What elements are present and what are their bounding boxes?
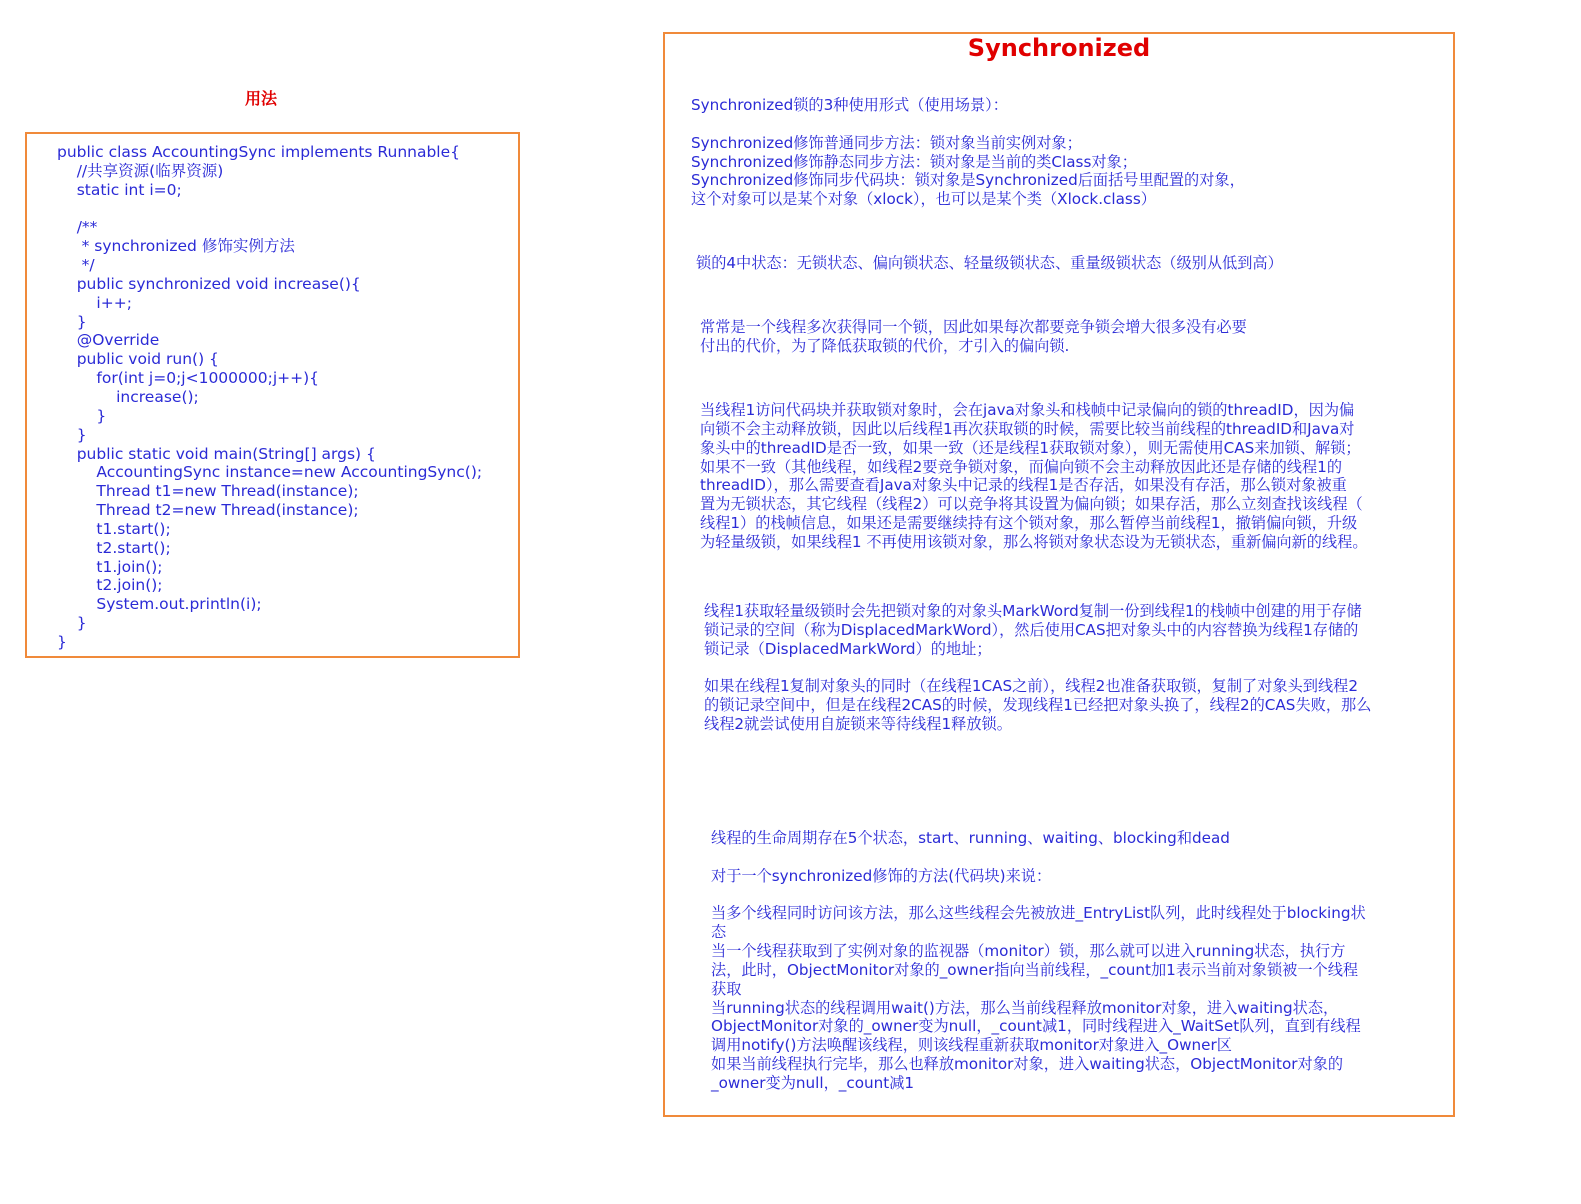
text-line (704, 659, 1371, 678)
usage-title: 用法 (245, 89, 278, 108)
text-line: 当running状态的线程调用wait()方法，那么当前线程释放monitor对象，进入waiting状态， (711, 998, 1339, 1017)
text-line: 当多个线程同时访问该方法，那么这些线程会先被放进_EntryList队列，此时线程处于blocking状 (711, 904, 1366, 923)
code-line: increase(); (57, 387, 199, 406)
text-line: threadID），那么需要查看Java对象头中记录的线程1是否存活，如果没有存活，那么锁对象被重 (700, 476, 1347, 495)
text-line: 线程1）的栈帧信息，如果还是需要继续持有这个锁对象，那么暂停当前线程1，撤销偏向锁，升级 (700, 514, 1358, 533)
text-line: 锁记录（DisplacedMarkWord）的地址； (704, 639, 992, 658)
text-line: 常常是一个线程多次获得同一个锁，因此如果每次都要竞争锁会增大很多没有必要 (700, 318, 1247, 336)
text-line: 锁的4中状态：无锁状态、偏向锁状态、轻量级锁状态、重量级锁状态（级别从低到高） (696, 254, 1283, 272)
text-line: 线程的生命周期存在5个状态，start、running、waiting、blocking和dead (711, 829, 1230, 847)
biased-lock-detail-section (700, 401, 1368, 552)
code-line: t1.start(); (57, 519, 171, 538)
code-line: t2.join(); (57, 576, 163, 595)
code-line (57, 200, 482, 219)
code-line: i++; (57, 293, 132, 312)
code-example-box (25, 132, 520, 658)
text-line: 线程1获取轻量级锁时会先把锁对象的对象头MarkWord复制一份到线程1的栈帧中创建的用于存储 (704, 602, 1362, 620)
code-line: } (57, 632, 67, 651)
lock-states-section (696, 254, 1283, 273)
code-line: @Override (57, 331, 160, 350)
text-line: 调用notify()方法唤醒该线程，则该线程重新获取monitor对象进入_Owner区 (711, 1036, 1232, 1055)
text-line: ObjectMonitor对象的_owner变为null，_count减1，同时线程进入_WaitSet队列，直到有线程 (711, 1017, 1361, 1036)
code-listing (57, 143, 482, 652)
code-line: Thread t1=new Thread(instance); (57, 482, 359, 501)
text-line: 的锁记录空间中，但是在线程2CAS的时候，发现线程1已经把对象头换了，线程2的CAS失败，那么 (704, 696, 1372, 715)
biased-lock-reason-section (700, 318, 1247, 356)
code-line: t1.join(); (57, 557, 163, 576)
text-line: 为轻量级锁，如果线程1 不再使用该锁对象，那么将锁对象状态设为无锁状态，重新偏向新的线程。 (700, 532, 1368, 551)
code-line: } (57, 406, 107, 425)
text-line (711, 848, 1366, 867)
text-line: 线程2就尝试使用自旋锁来等待线程1释放锁。 (704, 715, 1012, 734)
text-line: 态 (711, 923, 727, 942)
text-line: 这个对象可以是某个对象（xlock），也可以是某个类（Xlock.class） (691, 190, 1156, 209)
code-line: */ (57, 256, 95, 275)
code-line: /** (57, 218, 98, 237)
text-line: _owner变为null，_count减1 (711, 1073, 915, 1092)
code-line: System.out.println(i); (57, 595, 262, 614)
code-line: public static void main(String[] args) { (57, 444, 376, 463)
text-line: Synchronized修饰普通同步方法：锁对象当前实例对象； (691, 133, 1082, 152)
text-line: Synchronized锁的3种使用形式（使用场景）： (691, 96, 1008, 114)
code-line: public class AccountingSync implements Runnable{ (57, 143, 461, 161)
text-line: 置为无锁状态，其它线程（线程2）可以竞争将其设置为偏向锁；如果存活，那么立刻查找该线程（ (700, 495, 1363, 514)
text-line: 获取 (711, 979, 742, 998)
text-line: Synchronized修饰静态同步方法：锁对象是当前的类Class对象； (691, 152, 1137, 171)
text-line (691, 115, 1245, 134)
text-line: 如果在线程1复制对象头的同时（在线程1CAS之前），线程2也准备获取锁，复制了对象头到线程2 (704, 677, 1358, 696)
code-line: public void run() { (57, 350, 219, 369)
code-line: AccountingSync instance=new AccountingSync(); (57, 463, 483, 482)
text-line: Synchronized修饰同步代码块：锁对象是Synchronized后面括号里配置的对象， (691, 171, 1245, 190)
usage-forms-section (691, 96, 1245, 209)
code-line: //共享资源(临界资源) (57, 161, 224, 180)
synchronized-notes-box (663, 32, 1455, 1117)
text-line: 当线程1访问代码块并获取锁对象时，会在java对象头和栈帧中记录偏向的锁的threadID，因为偏 (700, 401, 1355, 419)
code-line: } (57, 425, 87, 444)
text-line: 锁记录的空间（称为DisplacedMarkWord），然后使用CAS把对象头中的内容替换为线程1存储的 (704, 620, 1359, 639)
synchronized-title: Synchronized (967, 34, 1151, 62)
lightweight-lock-section (704, 602, 1371, 734)
text-line: 当一个线程获取到了实例对象的监视器（monitor）锁，那么就可以进入running状态，执行方 (711, 942, 1346, 961)
code-line: } (57, 614, 87, 633)
text-line: 如果不一致（其他线程，如线程2要竞争锁对象，而偏向锁不会主动释放因此还是存储的线程1的 (700, 457, 1343, 476)
text-line: 如果当前线程执行完毕，那么也释放monitor对象，进入waiting状态，ObjectMonitor对象的 (711, 1055, 1344, 1074)
text-line (711, 886, 1366, 905)
text-line: 向锁不会主动释放锁，因此以后线程1再次获取锁的时候，需要比较当前线程的threadID和Java对 (700, 419, 1355, 438)
text-line: 象头中的threadID是否一致，如果一致（还是线程1获取锁对象），则无需使用CAS来加锁、解锁； (700, 438, 1361, 457)
text-line: 法，此时，ObjectMonitor对象的_owner指向当前线程，_count加1表示当前对象锁被一个线程 (711, 960, 1359, 979)
code-line: for(int j=0;j<1000000;j++){ (57, 369, 320, 388)
code-line: * synchronized 修饰实例方法 (57, 237, 295, 256)
code-line: public synchronized void increase(){ (57, 274, 361, 293)
code-line: static int i=0; (57, 180, 182, 199)
text-line: 对于一个synchronized修饰的方法(代码块)来说： (711, 866, 1052, 885)
text-line: 付出的代价，为了降低获取锁的代价，才引入的偏向锁. (700, 336, 1070, 355)
code-line: Thread t2=new Thread(instance); (57, 501, 359, 520)
thread-lifecycle-section (711, 829, 1366, 1093)
code-line: t2.start(); (57, 538, 171, 557)
code-line: } (57, 312, 87, 331)
